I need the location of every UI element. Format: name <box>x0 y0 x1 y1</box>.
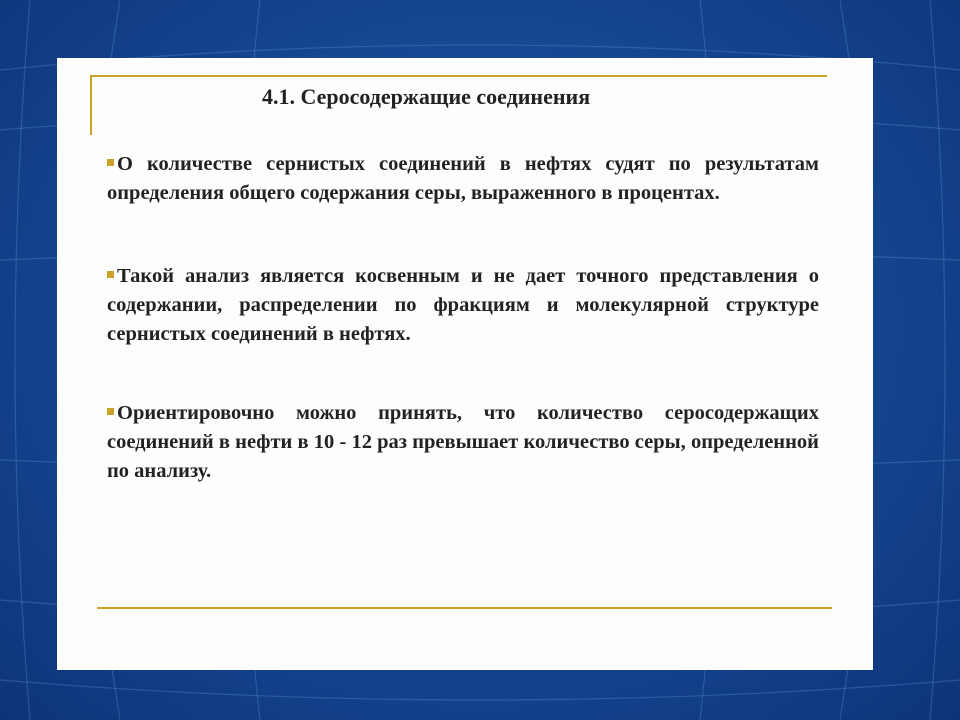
bottom-divider <box>97 607 832 609</box>
paragraph-text: Такой анализ является косвенным и не дает точного представления о содержании, распределении по фракциям и молекулярной структуре сернистых соединений в нефтях. <box>107 265 819 345</box>
bullet-paragraph-2 <box>107 262 819 349</box>
slide-content <box>107 150 819 540</box>
bullet-paragraph-3 <box>107 399 819 486</box>
paragraph-text: О количестве сернистых соединений в нефтях судят по результатам определения общего содержания серы, выраженного в процентах. <box>107 153 819 204</box>
square-bullet-icon <box>107 159 114 166</box>
paragraph-text: Ориентировочно можно принять, что количество серосодержащих соединений в нефти в 10 - 12 раз превышает количество серы, определенной по анализу. <box>107 402 819 482</box>
square-bullet-icon <box>107 271 114 278</box>
bullet-paragraph-1 <box>107 150 819 208</box>
slide-title: 4.1. Серосодержащие соединения <box>262 84 591 109</box>
slide-card <box>57 58 873 670</box>
square-bullet-icon <box>107 408 114 415</box>
